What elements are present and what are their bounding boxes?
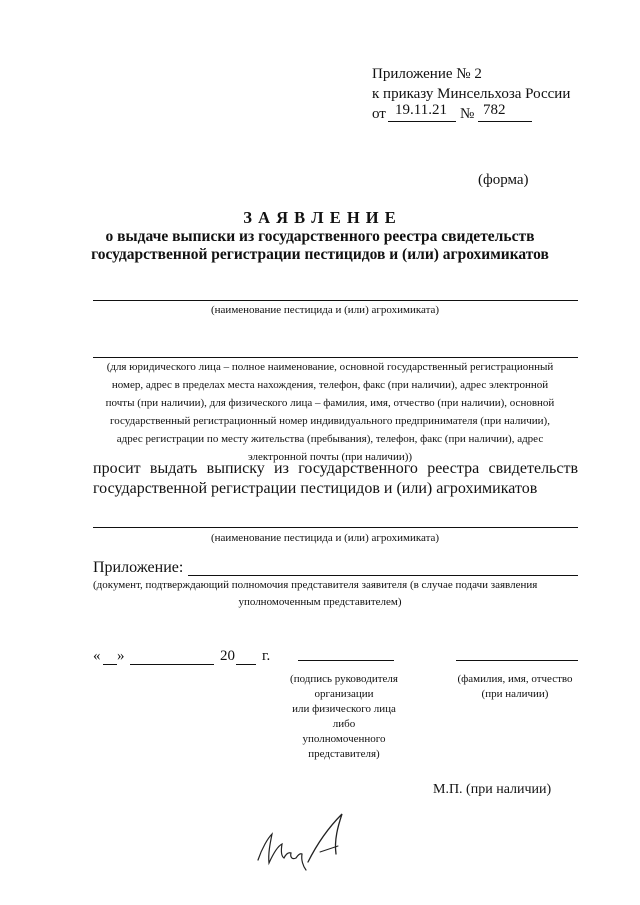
applicant-caption bbox=[80, 358, 580, 466]
attachment-caption-line-2: уполномоченным представителем) bbox=[238, 596, 402, 608]
applicant-caption-line: адрес регистрации по месту жительства (пребывания), телефон, факс (при наличии), адрес bbox=[116, 433, 544, 445]
attachment-caption-line-1: (документ, подтверждающий полномочия представителя заявителя (в случае подачи заявления bbox=[93, 579, 538, 591]
signature-caption-line: уполномоченного bbox=[302, 733, 386, 745]
full-name-field[interactable] bbox=[456, 660, 578, 661]
order-date-underline bbox=[388, 121, 456, 122]
order-number-underline bbox=[478, 121, 532, 122]
applicant-caption-line: номер, адрес в пределах места нахождения, телефон, факс (при наличии), адрес электронной bbox=[111, 379, 549, 391]
signature-caption-line: организации bbox=[314, 688, 374, 700]
form-label: (форма) bbox=[478, 172, 529, 188]
year-field[interactable] bbox=[236, 664, 256, 665]
attachment-label: Приложение: bbox=[93, 559, 184, 576]
month-field[interactable] bbox=[130, 664, 214, 665]
signature-caption-line: представителя) bbox=[308, 748, 380, 760]
pesticide-name-field-1[interactable] bbox=[93, 300, 578, 301]
applicant-caption-line: (для юридического лица – полное наименование, основной государственный регистрационный bbox=[106, 361, 554, 373]
day-field[interactable] bbox=[103, 664, 117, 665]
applicant-caption-line: государственный регистрационный номер индивидуального предпринимателя (при наличии), bbox=[110, 415, 550, 427]
year-suffix: г. bbox=[262, 648, 271, 664]
document-subtitle-line-2: государственной регистрации пестицидов и (или) агрохимикатов bbox=[91, 246, 549, 263]
pesticide-name-field-2[interactable] bbox=[93, 527, 578, 528]
request-text-line-1: просит выдать выписку из государственного реестра свидетельств bbox=[93, 460, 578, 477]
signature-caption-line: или физического лица bbox=[292, 703, 396, 715]
appendix-number: Приложение № 2 bbox=[372, 66, 482, 82]
applicant-caption-line: почты (при наличии), для физического лица – фамилия, имя, отчество (при наличии), основной bbox=[105, 397, 555, 409]
attachment-field[interactable] bbox=[188, 575, 578, 576]
date-quote-close: » bbox=[117, 648, 125, 664]
full-name-caption bbox=[440, 672, 590, 702]
signature-caption-line: либо bbox=[332, 718, 356, 730]
date-quote-open: « bbox=[93, 648, 101, 664]
full-name-caption-line: (фамилия, имя, отчество bbox=[457, 673, 573, 685]
document-subtitle-line-1: о выдаче выписки из государственного реестра свидетельств bbox=[105, 228, 535, 245]
stamp-label: М.П. (при наличии) bbox=[433, 782, 552, 797]
pesticide-name-caption-2: (наименование пестицида и (или) агрохимиката) bbox=[211, 532, 440, 544]
year-prefix: 20 bbox=[220, 648, 235, 664]
signature-field[interactable] bbox=[298, 660, 394, 661]
handwritten-signature-icon bbox=[250, 808, 360, 878]
signature-caption bbox=[276, 672, 412, 762]
order-date: 19.11.21 bbox=[395, 102, 447, 118]
number-label: № bbox=[460, 106, 475, 122]
order-number: 782 bbox=[483, 102, 506, 118]
pesticide-name-caption-1: (наименование пестицида и (или) агрохимиката) bbox=[211, 304, 440, 316]
order-reference: к приказу Минсельхоза России bbox=[372, 86, 571, 102]
applicant-caption-line: электронной почты (при наличии)) bbox=[247, 451, 413, 463]
request-text-line-2: государственной регистрации пестицидов и (или) агрохимикатов bbox=[93, 480, 538, 497]
from-label: от bbox=[372, 106, 386, 122]
signature-caption-line: (подпись руководителя bbox=[290, 673, 398, 685]
document-title: З А Я В Л Е Н И Е bbox=[243, 208, 397, 227]
full-name-caption-line: (при наличии) bbox=[481, 688, 549, 700]
